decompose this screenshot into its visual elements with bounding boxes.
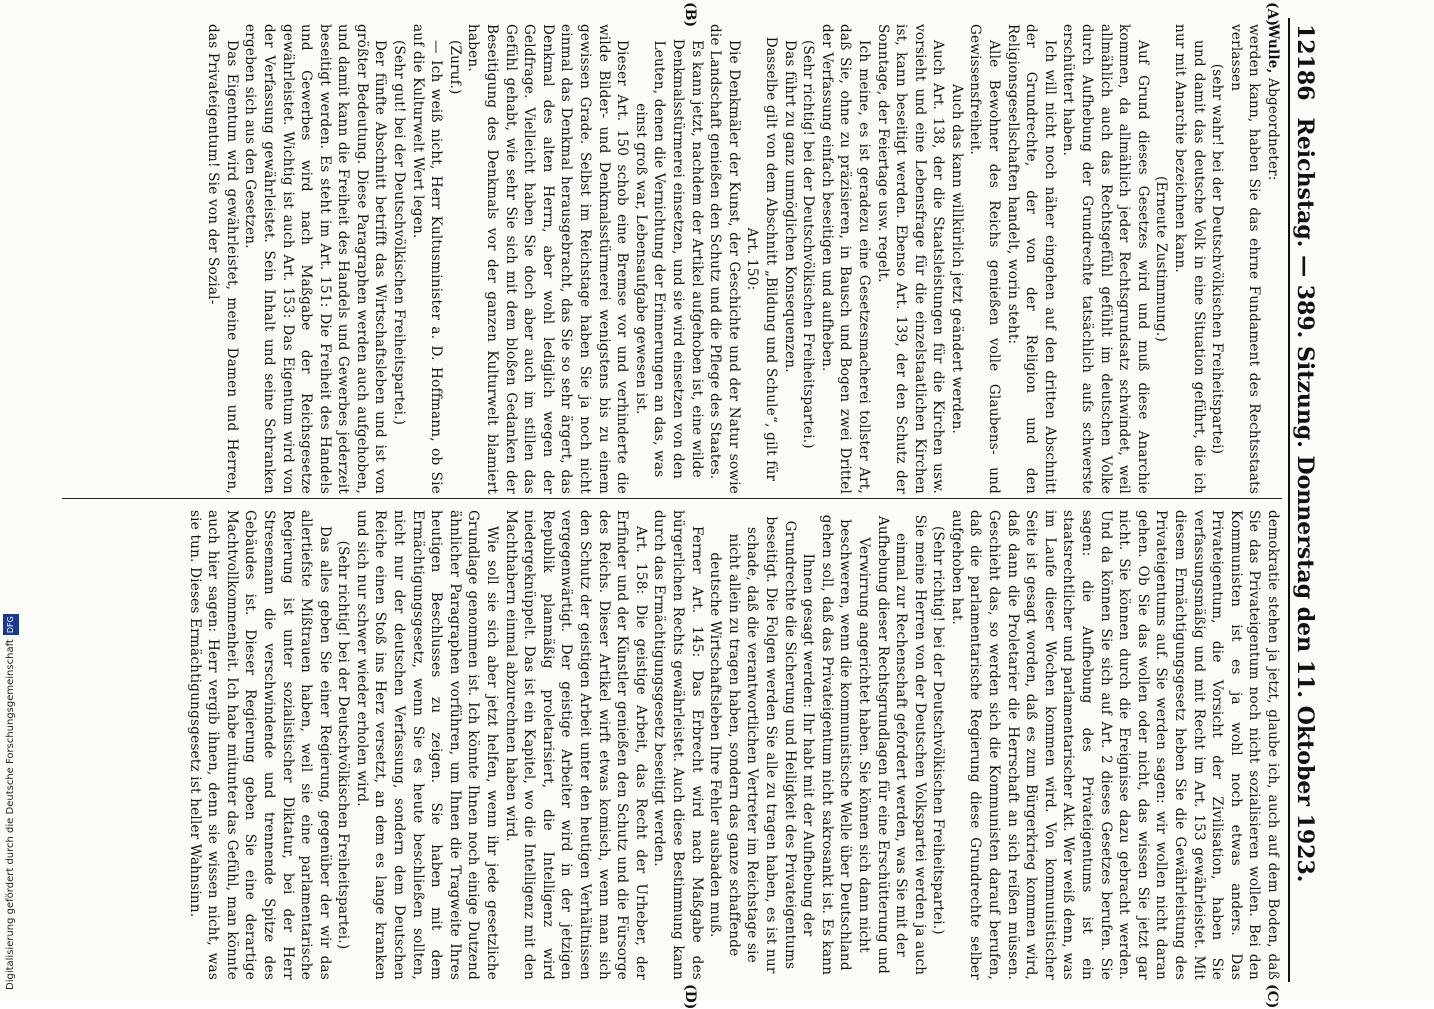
paragraph: (Zuruf.) <box>446 40 463 95</box>
paragraph: Wie soll sie sich aber jetzt helfen, wenn ihr jede gesetzliche Grundlage genommen ist. Ich könnte Ihnen noch einige Dutzend ähnlicher Paragraphen vorführen, um Ihnen die Tragweite Ihres heutigen Beschlusses zu zeigen. Sie haben mit dem Ermächtigungsgesetz, wenn Sie es heute beschließen sollten, nicht nur der deutschen Verfassung, sondern dem Deutschen Reiche einen Stoß ins Herz versetzt, an dem es lange kranken und sich nur schwer wieder erholen wird. <box>353 510 501 980</box>
paragraph: demokratie stehen ja jetzt, glaube ich, auch auf dem Boden, daß Sie das Privateigentum noch nicht sozialisieren wollen. Bei den Kommunisten ist es ja wohl noch etwas anders. Das Privateigentum, die Vorsicht der Zivilisation, haben Sie verfassungsmäßig und mit Recht im Art. 153 gewährleistet. Mit diesem Ermächtigungsgesetz heben Sie die Gewährleistung des Privateigentums auf. Sie werden sagen: wir wollen nicht daran gehen. Ob Sie das wollen oder nicht, das wissen Sie jetzt gar nicht. Sie können durch die Ereignisse dazu gebracht werden. Und da können Sie sich auf Art. 2 dieses Gesetzes berufen. Sie sagen: die Aufhebung des Privateigentums ist ein staatsrechtlicher und parlamentarischer Akt. Wer weiß denn, was im Laufe dieser Wochen kommen wird. Von kommunistischer Seite ist gesagt worden, daß es zum Bürgerkrieg kommen wird, daß dann die Proletarier die Herrschaft an sich reißen müssen. Geschieht das, so werden sich die Kommunisten darauf berufen, daß die parlamentarische Regierung diese Grundrechte selber aufgehoben hat. <box>948 510 1281 980</box>
remark: (Erneute Zustimmung.) <box>1153 176 1170 342</box>
page-number: 12186 <box>1292 24 1318 101</box>
paragraph: Alle Bewohner des Reichs genießen volle Glaubens- und Gewissensfreiheit. <box>967 24 1003 494</box>
paragraph: Art. 158: Die geistige Arbeit, das Recht der Urheber, der Erfinder und der Künstler genießen den Schutz und die Fürsorge des Reichs. Dieser Artikel wirft etwas komisch, wenn man sich den Schutz der geistigen Arbeit unter den heutigen Verhältnissen vergegenwärtigt. Der geistige Arbeiter wird in der jetzigen Republik planmäßig proletarisiert, die Intelligenz wird niedergeknüppelt. Das ist ein Kapitel, wo die Intelligenz mit den Machthabern einmal abzurechnen haben wird. <box>502 510 649 980</box>
paragraph: Ferner Art. 145: Das Erbrecht wird nach Maßgabe des bürgerlichen Rechts gewährleistet. Auch diese Bestimmung kann durch das Ermächtigungsgesetz beseitigt werden. <box>651 510 705 980</box>
paragraph: — Ich weiß nicht, Herr Kultusminister a. D. Hoffmann, ob Sie auf die Kulturwelt Wert legen. <box>409 24 445 494</box>
margin-marker-a: (A) <box>1264 2 1280 27</box>
paragraph: werden kann, haben Sie das ehrne Fundament des Rechtsstaats verlassen <box>1227 24 1263 494</box>
remark: Dasselbe gilt von dem Abschnitt „Bildung und Schule“, gilt für Art. 150: <box>744 36 779 482</box>
paragraph: Das alles geben Sie einer Regierung, gegenüber der wir das allertiefste Mißtrauen haben, weil sie eine parlamentarische Regierung ist unter sozialistischer Diktatur, bei der Herr Stresemann die verschwindende und trennende Spitze des Gebäudes ist. Dieser Regierung geben Sie eine derartige Machtvollkommenheit. Ich habe mitunter das Gefühl, man könnte auch hier sagen: Herr vergib ihnen, denn sie wissen nicht, was sie tun. Dieses Ermächtigungsgesetz ist heller Wahnsinn. <box>186 510 333 980</box>
speaker-line: Wulle, Abgeordneter: <box>1265 24 1281 181</box>
paragraph: und damit das deutsche Volk in eine Situation geführt, die ich nur mit Anarchie bezeichnen kann. <box>1172 24 1207 494</box>
footer-text: Digitalisierung gefördert durch die Deutsche Forschungsgemeinschaft <box>5 639 16 990</box>
paragraph: Ich will nicht noch näher eingehen auf den dritten Abschnitt der Grundrechte, der von der Religion und den Religionsgesellschaften handelt, worin steht: <box>1004 24 1058 494</box>
paragraph: Dieser Art. 150 schob eine Bremse vor und verhinderte die wilde Bilder- und Denkmalsstürmerei wenigstens bis zu einem gewissen Grade. Selbst im Reichstage haben Sie ja noch nicht einmal das Denkmal herausgebracht, das Sie so sehr ärgert, das Denkmal des alten Herrn, aber wohl lediglich wegen der Geldfrage. Vielleicht haben Sie doch aber auch im stillen das Gefühl gehabt, wie sehr Sie sich mit dem bloßen Gedanken der Beseitigung des Denkmals vor der ganzen Kulturwelt blamiert haben. <box>465 24 631 494</box>
remark: Sie meine Herren von der Deutschen Volkspartei werden ja auch einmal zur Rechenschaft gefordert werden, was Sie mit der Aufhebung dieser Rechtsgrundlagen für eine Erschütterung und Verwirrung angerichtet haben. Sie können sich dann nicht beschweren, wenn die kommunistische Welle über Deutschland gehen soll, daß das Privateigentum nicht sakrosankt ist. Es kann Ihnen gesagt werden: Ihr habt mit der Aufhebung der Grundrechte die Sicherung und Heiligkeit des Privateigentums beseitigt. Die Folgen werden Sie alle zu tragen haben, es ist nur schade, daß die verantwortlichen Vertreter im Reichstage sie nicht allein zu tragen haben, sondern das ganze schaffende deutsche Wirtschaftsleben Ihre Fehler ausbaden muß. <box>707 514 928 976</box>
right-column <box>32 510 1282 980</box>
digitization-footer <box>3 0 19 1000</box>
remark: (sehr wahr! bei der Deutschvölkischen Freiheitspartei) <box>1209 63 1226 455</box>
remark: Auch das kann willkürlich jetzt geändert werden. <box>948 84 965 434</box>
paragraph: Der fünfte Abschnitt betrifft das Wirtschaftsleben und ist von größter Bedeutung. Diese Paragraphen werden auch aufgehoben, und damit kann die Freiheit des Handels und Gewerbes jederzeit beseitigt werden. Es steht im Art. 151: Die Freiheit des Handels und Gewerbes wird nach Maßgabe der Reichsgesetze gewährleistet. Wichtig ist auch Art. 153: Das Eigentum wird von der Verfassung gewährleistet. Sein Inhalt und seine Schranken ergeben sich aus den Gesetzen. <box>242 24 389 494</box>
margin-marker-b: (B) <box>682 2 698 28</box>
margin-marker-d: (D) <box>682 984 698 1009</box>
column-divider <box>62 498 1282 499</box>
paragraph: Ich meine, es ist geradezu eine Gesetzesmacherei tollster Art, daß Sie, ohne zu präzisieren, in Bausch und Bogen zwei Drittel der Verfassung einfach beseitigen und aufheben. <box>818 24 872 494</box>
remark: Es kann jetzt, nachdem der Artikel aufgehoben ist, eine wilde Denkmalsstürmerei einsetzen, und sie wird einsetzen von den Leuten, denen die Vernichtung der Erinnerungen an das, was einst groß war, Lebensaufgabe gewesen ist. <box>632 38 705 480</box>
paragraph: (Sehr gut! bei der Deutschvölkischen Freiheitspartei.) <box>391 40 408 426</box>
margin-marker-c: (C) <box>1264 984 1280 1009</box>
paragraph: Das führt zu ganz unmöglichen Konsequenzen. <box>781 40 798 373</box>
paragraph: Die Denkmäler der Kunst, der Geschichte und der Natur sowie die Landschaft genießen den Schutz und die Pflege des Staates. <box>707 24 742 494</box>
page-header <box>1288 18 1320 982</box>
dfg-logo: DFG <box>3 614 19 635</box>
paragraph: (Sehr richtig! bei der Deutschvölkischen Freiheitspartei.) <box>800 40 817 449</box>
paragraph: Auf Grund dieses Gesetzes wird und muß diese Anarchie kommen, da allmählich jeder Rechtsgrundsatz schwindet, weil allmählich auch das Rechtsgefühl gefühlt im deutschen Volke durch Aufhebung der Grundrechte tatsächlich aufs schwerste erschüttert haben. <box>1060 24 1151 494</box>
paragraph: Das Eigentum wird gewährleistet, meine Damen und Herren, das Privateigentum! Sie von der Sozial- <box>205 24 240 494</box>
paragraph: (Sehr richtig! bei der Deutschvölkischen Freiheitspartei.) <box>930 526 947 935</box>
paragraph: Auch Art. 138, der die Staatsleistungen für die Kirchen usw. vorsieht und eine Lebensfrage für die einzelstaatlichen Kirchen ist, kann beseitigt werden. Ebenso Art. 139, der den Schutz der Sonntage, der Feiertage usw. regelt. <box>874 24 947 494</box>
left-column <box>32 24 1282 494</box>
remark: (Sehr richtig! bei der Deutschvölkischen Freiheitspartei.) <box>335 540 352 950</box>
page-title: Reichstag. — 389. Sitzung. Donnerstag den 11. Oktober 1923. <box>1292 117 1318 883</box>
